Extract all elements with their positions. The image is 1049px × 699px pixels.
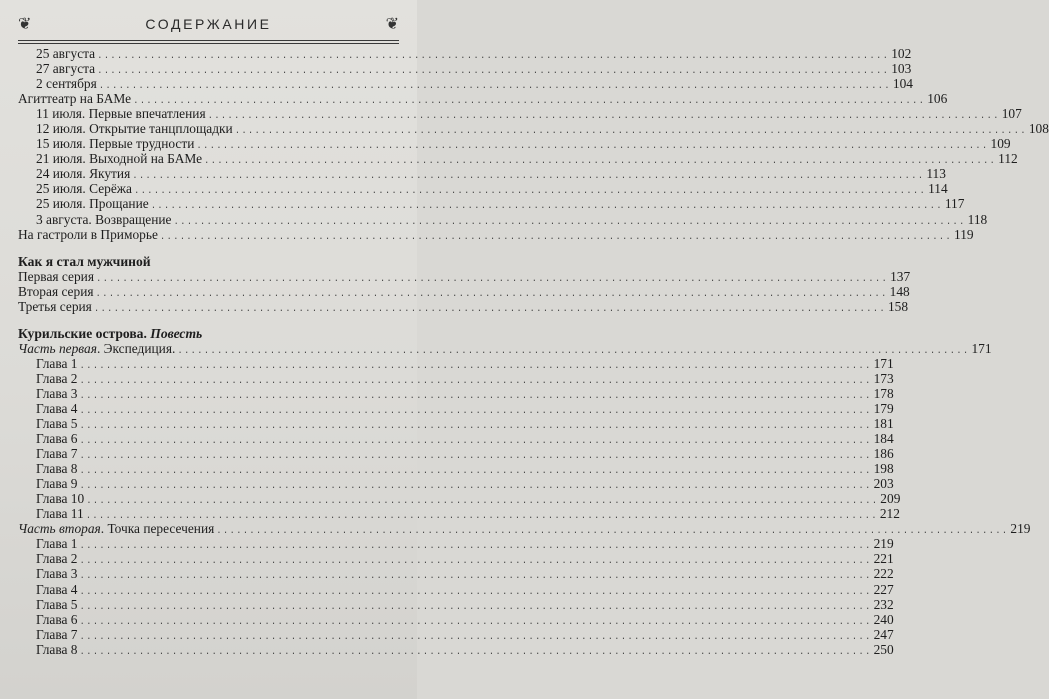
toc-entry[interactable] [18, 596, 894, 612]
entry-title: Глава 3 [36, 566, 78, 582]
leader-dots: ........................................................................................................................ [133, 186, 927, 197]
entry-title: 25 июля. Серёжа [36, 181, 132, 197]
leader-dots: ........................................................................................................................ [79, 436, 872, 447]
toc-section2-items [18, 268, 911, 314]
entry-title: 27 августа [36, 61, 96, 77]
entry-title: 2 сентября [36, 76, 97, 92]
leader-dots: ........................................................................................................................ [79, 631, 872, 642]
page-number: 112 [998, 151, 1018, 167]
page-number: 178 [873, 385, 894, 401]
entry-title: Глава 8 [36, 461, 78, 477]
leader-dots: ........................................................................................................................ [207, 111, 1000, 122]
toc-entry[interactable] [18, 268, 911, 284]
entry-title: Глава 3 [36, 385, 78, 401]
toc-entry[interactable] [18, 385, 894, 401]
entry-title: Третья серия [18, 298, 92, 314]
page-number: 222 [873, 566, 894, 582]
page-number: 184 [873, 431, 894, 447]
leader-dots: ........................................................................................................................ [79, 405, 872, 416]
toc-entry[interactable] [18, 370, 894, 386]
page-number: 247 [873, 626, 894, 642]
leader-dots: ........................................................................................................................ [216, 526, 1009, 537]
page-number: 148 [889, 283, 910, 299]
toc-entry[interactable] [18, 196, 965, 212]
page-number: 181 [873, 415, 894, 431]
leader-dots: ........................................................................................................................ [79, 616, 872, 627]
toc-entry[interactable] [18, 211, 988, 227]
entry-title: 11 июля. Первые впечатления [36, 106, 206, 122]
toc-entry[interactable] [18, 166, 946, 182]
part-subtitle: . Точка пересечения [100, 521, 215, 537]
toc-first-block [18, 46, 1049, 242]
fleuron-right-icon: ❦ [385, 14, 399, 33]
page-number: 198 [873, 461, 894, 477]
entry-title: Глава 9 [36, 476, 78, 492]
section-heading-title: Курильские острова. [18, 325, 147, 341]
running-title: СОДЕРЖАНИЕ [145, 16, 272, 32]
page-number: 106 [927, 91, 948, 107]
entry-title: 15 июля. Первые трудности [36, 136, 195, 152]
leader-dots: ........................................................................................................................ [150, 201, 943, 212]
leader-dots: ........................................................................................................................ [79, 556, 872, 567]
section-heading-kuril-islands [18, 326, 401, 341]
page-number: 117 [944, 196, 965, 212]
page-number: 212 [879, 506, 900, 522]
toc-entry[interactable] [18, 76, 913, 92]
toc-entry[interactable] [18, 431, 894, 447]
toc-entry[interactable] [18, 476, 894, 492]
entry-title: 21 июля. Выходной на БАМе [36, 151, 203, 167]
leader-dots: ........................................................................................................................ [79, 481, 872, 492]
page-number: 108 [1028, 121, 1049, 137]
page-number: 171 [971, 340, 992, 356]
page-number: 227 [873, 581, 894, 597]
leader-dots: ........................................................................................................................ [79, 571, 872, 582]
leader-dots: ........................................................................................................................ [133, 96, 926, 107]
toc-entry[interactable] [18, 551, 894, 567]
page-number: 102 [891, 46, 912, 61]
leader-dots: ........................................................................................................................ [173, 216, 966, 227]
entry-title: 3 августа. Возвращение [36, 211, 172, 227]
page-number: 232 [873, 596, 894, 612]
toc-entry[interactable] [18, 461, 894, 477]
part-title [18, 341, 175, 356]
part-title [18, 521, 214, 536]
entry-title: Глава 5 [36, 596, 78, 612]
leader-dots: ........................................................................................................................ [79, 375, 872, 386]
toc-entry[interactable] [18, 641, 894, 657]
leader-dots: ........................................................................................................................ [95, 288, 888, 299]
entry-title: Глава 1 [36, 536, 78, 552]
page-number: 179 [873, 400, 894, 416]
entry-title: Глава 1 [36, 355, 78, 371]
toc-entry[interactable] [18, 611, 894, 627]
leader-dots: ........................................................................................................................ [93, 303, 886, 314]
page-number: 219 [873, 536, 894, 552]
toc-entry[interactable] [18, 400, 894, 416]
toc-entry[interactable] [18, 61, 912, 77]
toc-entry[interactable] [18, 506, 900, 522]
page-number: 137 [890, 268, 911, 284]
leader-dots: ........................................................................................................................ [79, 360, 872, 371]
entry-title: Глава 7 [36, 446, 78, 462]
part-label: Часть вторая [18, 521, 101, 537]
toc-part1-chapters [18, 355, 901, 522]
toc-entry[interactable] [18, 566, 894, 582]
part-label: Часть первая [18, 340, 97, 356]
header-rule-bottom [18, 43, 399, 44]
page-number: 158 [887, 298, 909, 314]
entry-title: 12 июля. Открытие танцплощадки [36, 121, 233, 137]
leader-dots: ........................................................................................................................ [97, 66, 890, 77]
toc-entry[interactable] [18, 226, 974, 242]
page-number: 209 [880, 491, 901, 507]
toc-entry[interactable] [18, 536, 894, 552]
entry-title: Агиттеатр на БАМе [18, 91, 132, 107]
entry-title: Глава 2 [36, 551, 78, 567]
entry-title: 24 июля. Якутия [36, 166, 131, 182]
entry-title: Глава 6 [36, 611, 78, 627]
entry-title: Глава 4 [36, 400, 78, 416]
leader-dots: ........................................................................................................................ [234, 126, 1027, 137]
leader-dots: ........................................................................................................................ [132, 171, 925, 182]
toc-entry[interactable] [18, 121, 1049, 137]
page-number: 219 [1010, 521, 1031, 537]
entry-title: Вторая серия [18, 283, 94, 299]
toc-entry[interactable] [18, 151, 1018, 167]
entry-title: Глава 7 [36, 626, 78, 642]
toc-entry[interactable] [18, 106, 1022, 122]
entry-title: Глава 8 [36, 641, 78, 657]
page-number: 103 [891, 61, 912, 77]
entry-title: 25 августа [36, 46, 96, 61]
page-number: 107 [1001, 106, 1022, 122]
page-number: 250 [873, 641, 894, 657]
section-heading-how-i-became-a-man: Как я стал мужчиной [18, 253, 151, 269]
entry-title: Глава 10 [36, 491, 85, 507]
toc-entry[interactable] [18, 415, 894, 431]
leader-dots: ........................................................................................................................ [79, 451, 872, 462]
entry-title: Глава 5 [36, 415, 78, 431]
leader-dots: ........................................................................................................................ [79, 390, 872, 401]
page-header [0, 6, 417, 40]
entry-title: Первая серия [18, 268, 94, 284]
toc-entry[interactable] [18, 181, 948, 197]
page-number: 113 [926, 166, 946, 182]
toc-entry[interactable] [18, 581, 894, 597]
part-subtitle: . Экспедиция. [96, 340, 176, 356]
leader-dots: ........................................................................................................................ [85, 511, 878, 522]
section-heading-genre: Повесть [150, 325, 203, 341]
leader-dots: ........................................................................................................................ [79, 646, 872, 657]
table-of-contents [18, 46, 1049, 657]
leader-dots: ........................................................................................................................ [159, 231, 952, 242]
toc-entry[interactable] [18, 491, 901, 507]
page-number: 186 [873, 446, 894, 462]
leader-dots: ........................................................................................................................ [79, 420, 872, 431]
page-number: 104 [892, 76, 913, 92]
page-number: 173 [873, 370, 894, 386]
toc-entry[interactable] [18, 298, 909, 314]
leader-dots: ........................................................................................................................ [79, 541, 872, 552]
page-number: 114 [928, 181, 948, 197]
leader-dots: ........................................................................................................................ [196, 141, 989, 152]
toc-entry[interactable] [18, 91, 948, 107]
toc-entry[interactable] [18, 283, 910, 299]
leader-dots: ........................................................................................................................ [79, 586, 872, 597]
leader-dots: ........................................................................................................................ [98, 81, 891, 92]
toc-part-two[interactable] [18, 521, 1031, 537]
entry-title: 25 июля. Прощание [36, 196, 149, 212]
page-number: 109 [990, 136, 1011, 152]
page-number: 240 [873, 611, 894, 627]
header-rule-top [18, 40, 399, 41]
page-number: 119 [954, 226, 974, 242]
toc-entry[interactable] [18, 46, 912, 61]
toc-part-one[interactable] [18, 340, 992, 356]
entry-title: Глава 6 [36, 431, 78, 447]
toc-entry[interactable] [18, 355, 894, 371]
toc-entry[interactable] [18, 626, 894, 642]
toc-part2-chapters [18, 536, 894, 657]
leader-dots: ........................................................................................................................ [204, 156, 997, 167]
leader-dots: ........................................................................................................................ [79, 601, 872, 612]
leader-dots: ........................................................................................................................ [177, 345, 970, 356]
page-number: 203 [873, 476, 894, 492]
leader-dots: ........................................................................................................................ [95, 273, 889, 284]
toc-entry[interactable] [18, 136, 1011, 152]
entry-title: Глава 11 [36, 506, 84, 522]
page-number: 221 [873, 551, 894, 567]
entry-title: На гастроли в Приморье [18, 226, 158, 242]
fleuron-left-icon: ❦ [18, 14, 32, 33]
entry-title: Глава 2 [36, 370, 78, 386]
leader-dots: ........................................................................................................................ [97, 51, 890, 61]
entry-title: Глава 4 [36, 581, 78, 597]
leader-dots: ........................................................................................................................ [79, 466, 872, 477]
page-number: 171 [873, 355, 894, 371]
leader-dots: ........................................................................................................................ [86, 496, 879, 507]
page-number: 118 [967, 211, 988, 227]
toc-entry[interactable] [18, 446, 894, 462]
